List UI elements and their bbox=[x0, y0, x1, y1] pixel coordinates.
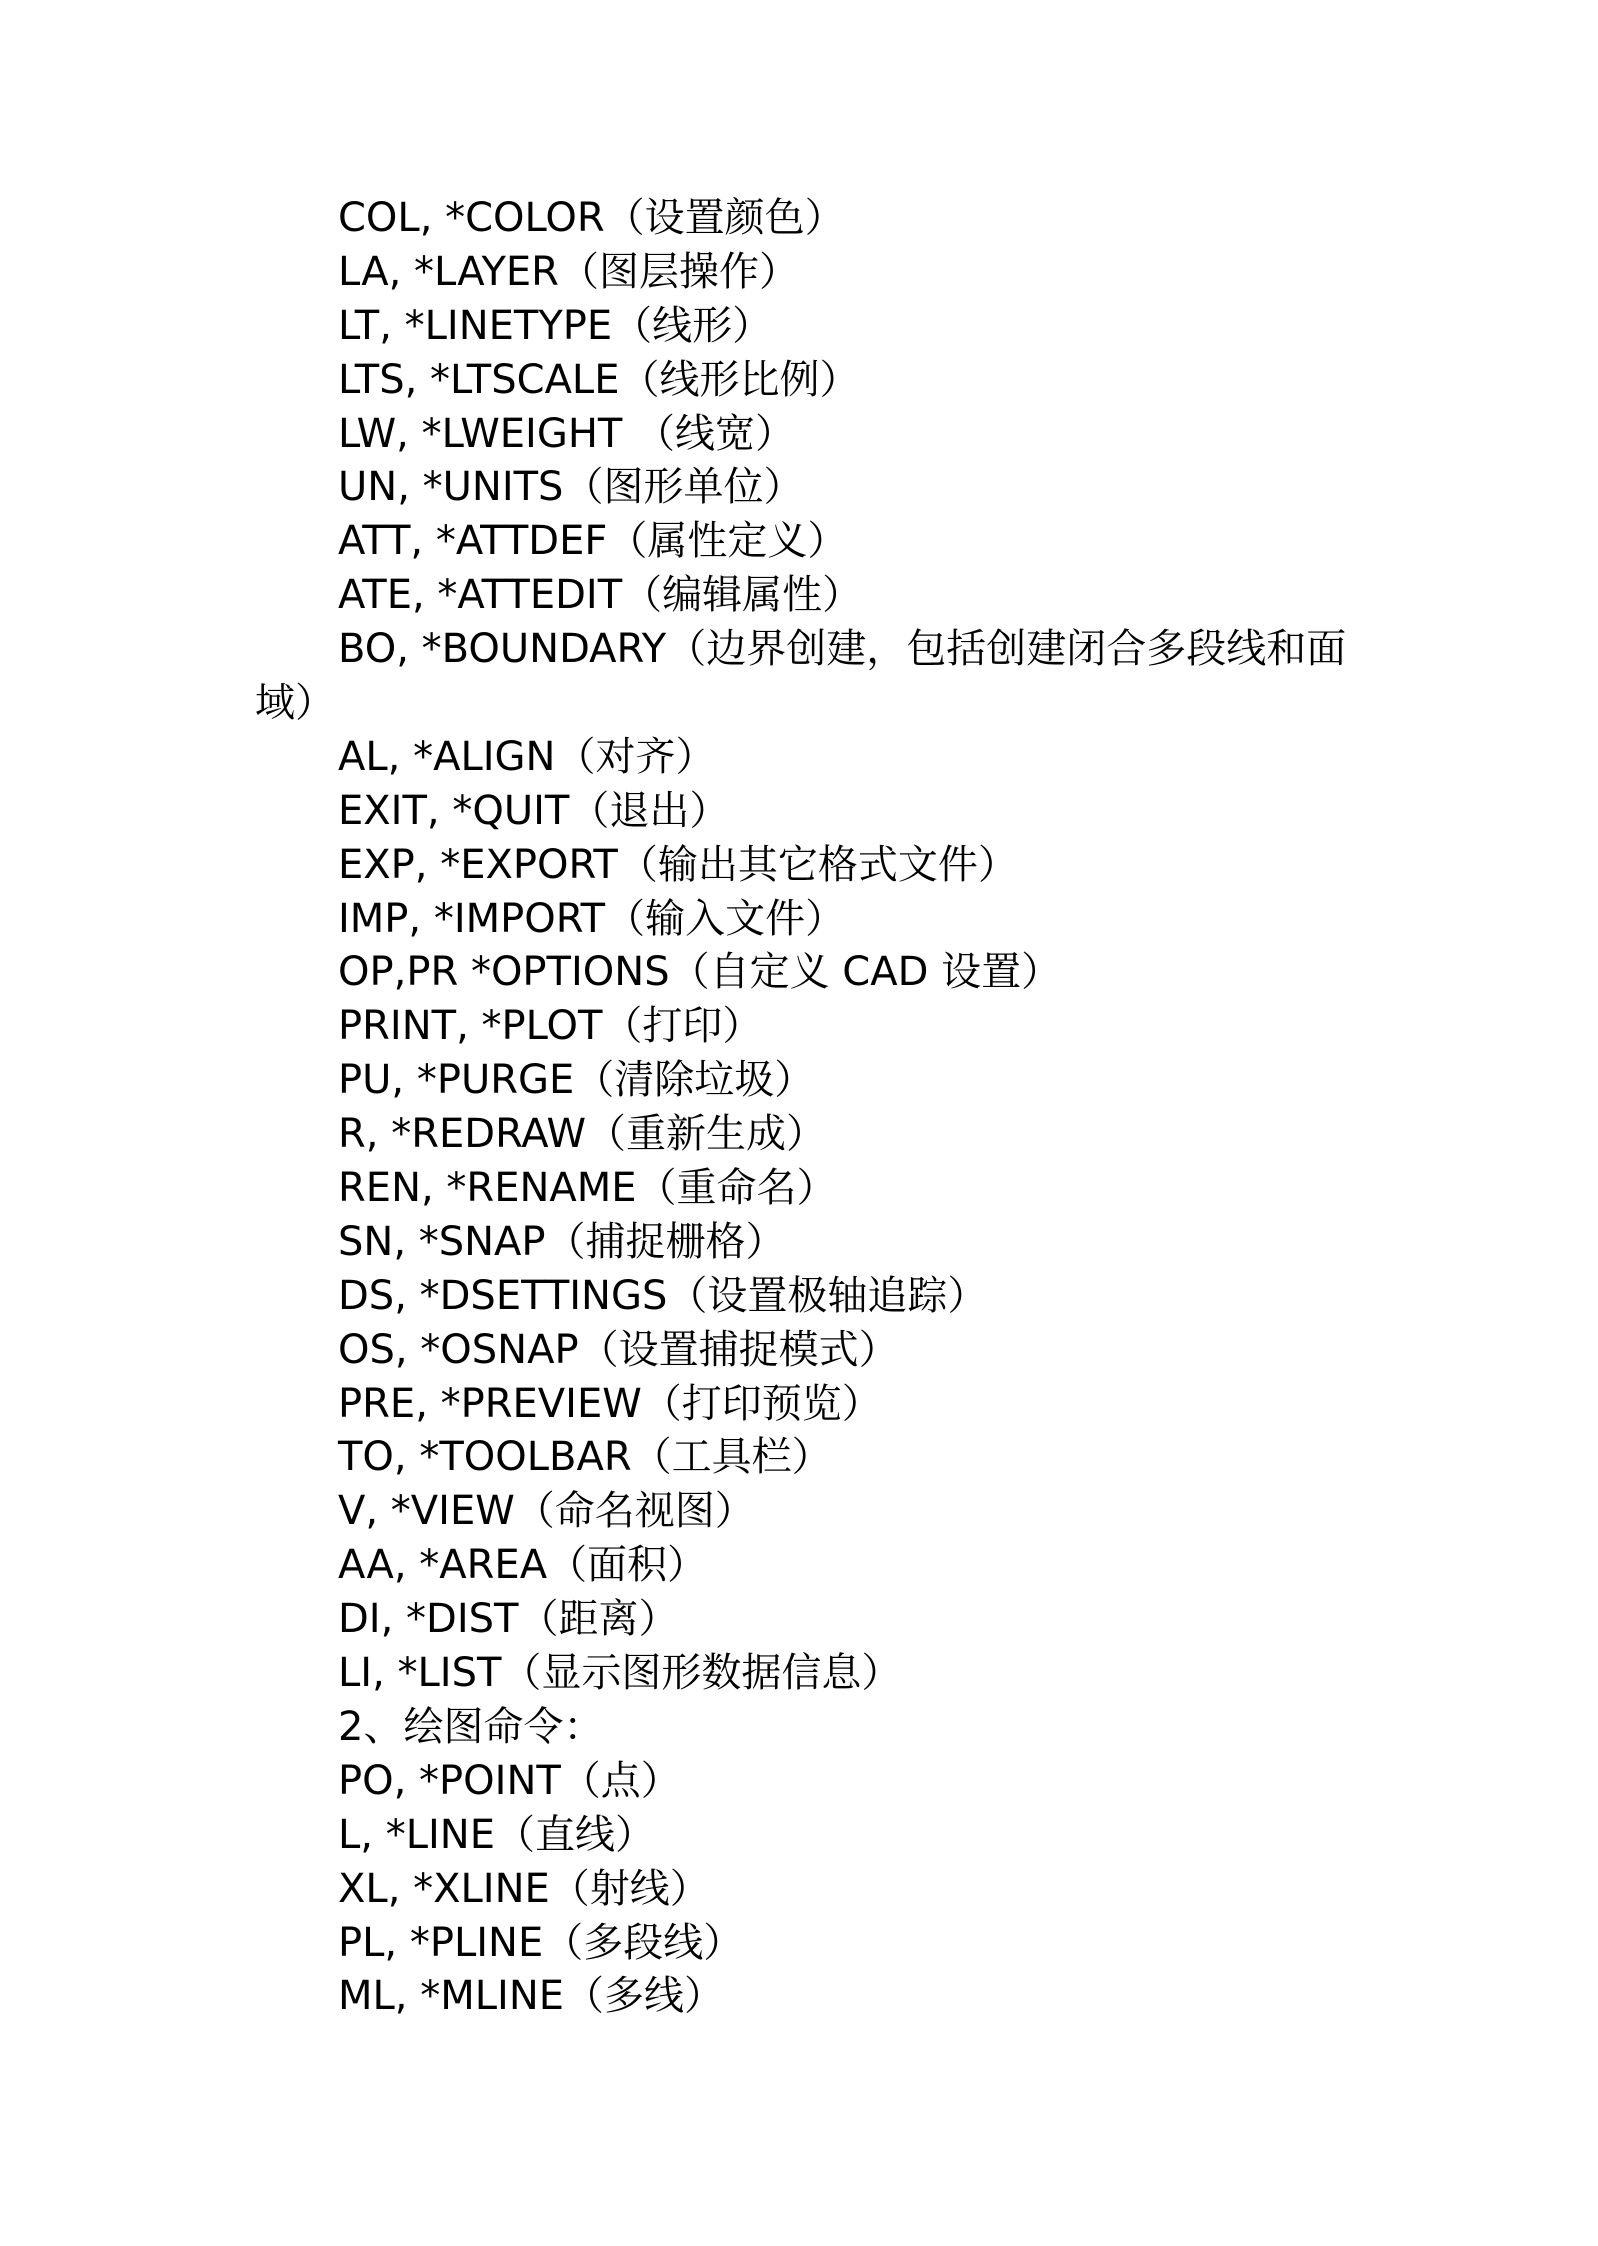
command-line-mline: ML, *MLINE（多线） bbox=[338, 1973, 725, 2020]
command-line-boundary-continued: 域） bbox=[255, 680, 335, 727]
command-line-align: AL, *ALIGN（对齐） bbox=[338, 733, 716, 780]
document-body bbox=[255, 192, 1365, 2024]
command-line-import: IMP, *IMPORT（输入文件） bbox=[338, 895, 846, 942]
command-line-layer: LA, *LAYER（图层操作） bbox=[338, 248, 799, 295]
command-line-attdef: ATT, *ATTDEF（属性定义） bbox=[338, 518, 848, 565]
command-line-rename: REN, *RENAME（重命名） bbox=[338, 1165, 837, 1212]
command-line-options: OP,PR *OPTIONS（自定义 CAD 设置） bbox=[338, 949, 1062, 996]
command-line-lweight: LW, *LWEIGHT （线宽） bbox=[338, 410, 796, 457]
section-heading-draw-commands: 2、绘图命令： bbox=[338, 1703, 604, 1750]
command-line-pline: PL, *PLINE（多段线） bbox=[338, 1919, 744, 1966]
command-line-purge: PU, *PURGE（清除垃圾） bbox=[338, 1057, 815, 1104]
command-line-dist: DI, *DIST（距离） bbox=[338, 1596, 679, 1643]
command-line-export: EXP, *EXPORT（输出其它格式文件） bbox=[338, 841, 1018, 888]
command-line-view: V, *VIEW（命名视图） bbox=[338, 1488, 755, 1535]
command-line-xline: XL, *XLINE（射线） bbox=[338, 1865, 710, 1912]
command-line-color: COL, *COLOR（设置颜色） bbox=[338, 195, 845, 241]
command-line-toolbar: TO, *TOOLBAR（工具栏） bbox=[338, 1434, 832, 1481]
command-line-boundary: BO, *BOUNDARY（边界创建，包括创建闭合多段线和面 bbox=[338, 626, 1347, 673]
command-line-units: UN, *UNITS（图形单位） bbox=[338, 464, 804, 511]
command-line-point: PO, *POINT（点） bbox=[338, 1757, 681, 1804]
command-line-list: LI, *LIST（显示图形数据信息） bbox=[338, 1650, 902, 1697]
command-line-osnap: OS, *OSNAP（设置捕捉模式） bbox=[338, 1326, 899, 1373]
command-line-redraw: R, *REDRAW（重新生成） bbox=[338, 1111, 826, 1158]
command-line-ltscale: LTS, *LTSCALE（线形比例） bbox=[338, 356, 860, 403]
command-line-linetype: LT, *LINETYPE（线形） bbox=[338, 302, 773, 349]
command-line-plot: PRINT, *PLOT（打印） bbox=[338, 1003, 763, 1050]
command-line-area: AA, *AREA（面积） bbox=[338, 1542, 708, 1589]
command-line-dsettings: DS, *DSETTINGS（设置极轴追踪） bbox=[338, 1272, 988, 1319]
command-line-attedit: ATE, *ATTEDIT（编辑属性） bbox=[338, 572, 863, 619]
command-line-preview: PRE, *PREVIEW（打印预览） bbox=[338, 1380, 882, 1427]
command-line-quit: EXIT, *QUIT（退出） bbox=[338, 787, 730, 834]
command-line-line: L, *LINE（直线） bbox=[338, 1811, 655, 1858]
command-line-snap: SN, *SNAP（捕捉栅格） bbox=[338, 1218, 786, 1265]
